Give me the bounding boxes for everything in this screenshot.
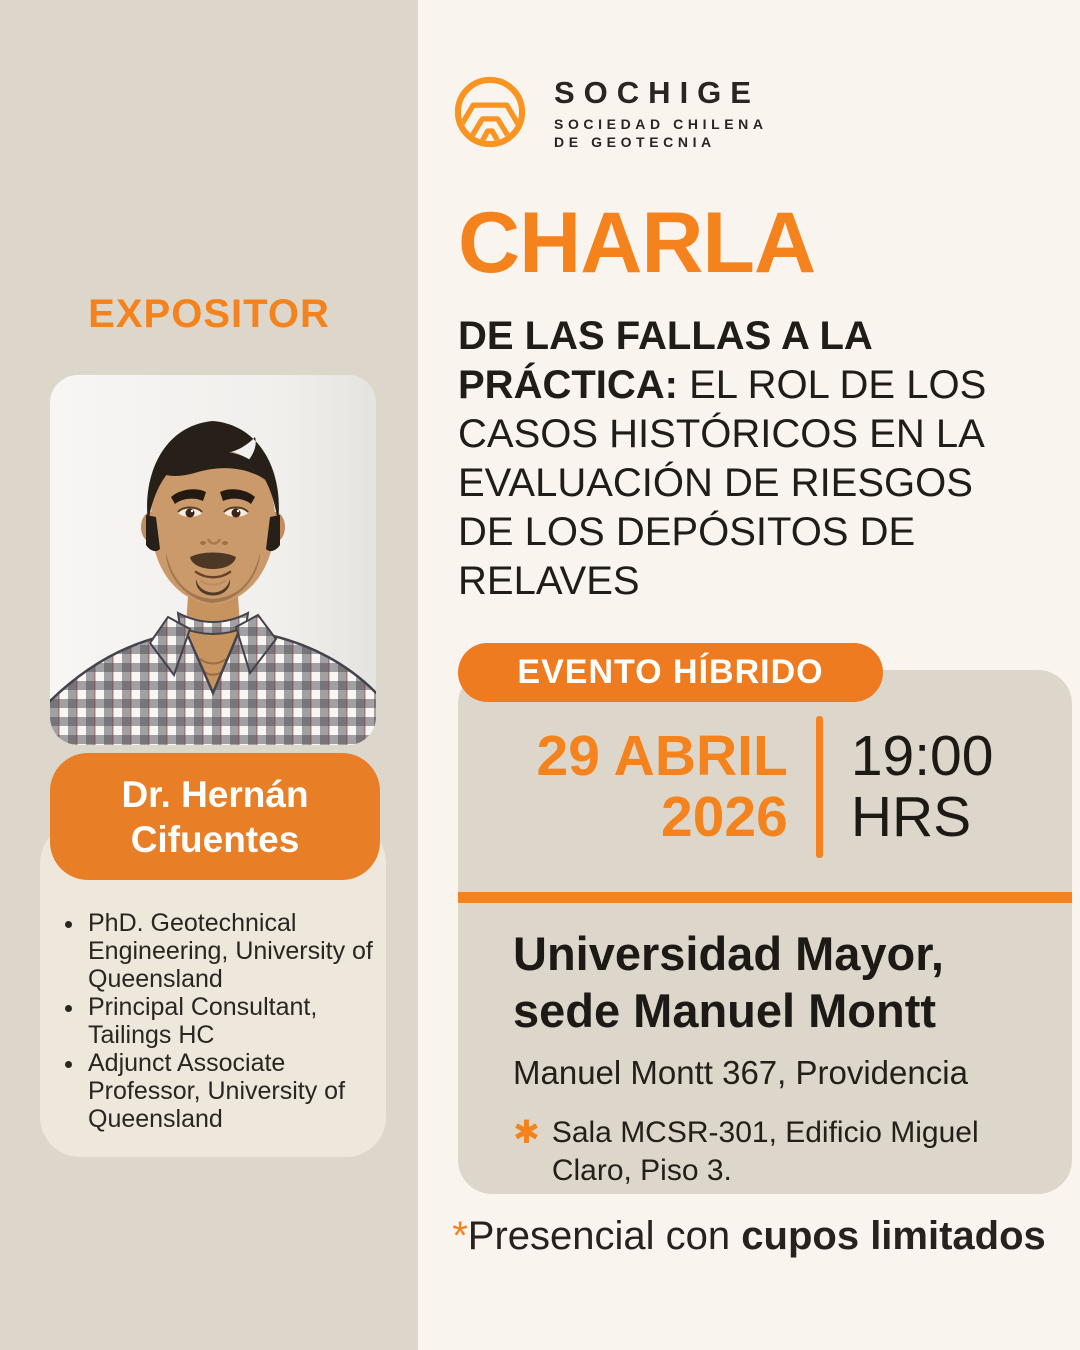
speaker-name-line2: Cifuentes bbox=[130, 818, 300, 860]
hybrid-event-badge: EVENTO HÍBRIDO bbox=[458, 643, 883, 702]
event-date bbox=[537, 726, 788, 848]
speaker-name-box bbox=[50, 753, 380, 880]
brand-text bbox=[554, 75, 768, 150]
event-kicker: CHARLA bbox=[458, 195, 816, 291]
speaker-photo bbox=[50, 375, 376, 745]
schedule-divider bbox=[816, 716, 823, 858]
event-time-unit: HRS bbox=[850, 785, 972, 849]
room-info bbox=[513, 1114, 1036, 1190]
speaker-name-line1: Dr. Hernán bbox=[121, 773, 309, 815]
brand-subtitle-line1: SOCIEDAD CHILENA bbox=[554, 115, 768, 132]
event-details-card bbox=[458, 670, 1072, 1194]
venue-name-line1: Universidad Mayor, bbox=[513, 927, 944, 980]
event-title bbox=[458, 312, 998, 606]
schedule-row bbox=[458, 680, 1072, 894]
asterisk-icon: ✱ bbox=[513, 1114, 540, 1150]
event-time bbox=[851, 726, 994, 848]
availability-note bbox=[418, 1214, 1080, 1259]
left-panel bbox=[0, 0, 418, 1350]
event-date-line1: 29 ABRIL bbox=[536, 724, 788, 788]
event-time-value: 19:00 bbox=[850, 724, 994, 788]
room-text: Sala MCSR-301, Edificio Miguel Claro, Piso 3. bbox=[551, 1116, 979, 1187]
brand-logo bbox=[448, 70, 768, 154]
brand-name: SOCHIGE bbox=[554, 74, 760, 110]
card-divider bbox=[458, 892, 1072, 903]
expositor-heading: EXPOSITOR bbox=[88, 292, 330, 336]
credential-item: • Principal Consultant, Tailings HC bbox=[86, 993, 374, 1049]
event-date-line2: 2026 bbox=[661, 785, 788, 849]
brand-subtitle-line2: DE GEOTECNIA bbox=[554, 133, 716, 150]
note-asterisk: * bbox=[452, 1214, 468, 1258]
venue-address: Manuel Montt 367, Providencia bbox=[513, 1054, 968, 1091]
note-bold-text: cupos limitados bbox=[741, 1214, 1046, 1258]
speaker-portrait-illustration bbox=[50, 375, 376, 745]
sochige-logo-mark-icon bbox=[448, 70, 532, 154]
credentials-list bbox=[86, 909, 374, 1133]
credential-item: • Adjunct Associate Professor, University of Queensland bbox=[86, 1049, 374, 1133]
credential-item: • PhD. Geotechnical Engineering, University of Queensland bbox=[86, 909, 374, 993]
event-title-rest: EL ROL DE LOS CASOS HISTÓRICOS EN LA EVALUACIÓN DE RIESGOS DE LOS DEPÓSITOS DE RELAVES bbox=[458, 363, 987, 603]
venue-block bbox=[513, 925, 1036, 1190]
event-title-bold: DE LAS FALLAS A LA PRÁCTICA: bbox=[458, 314, 872, 407]
venue-name-line2: sede Manuel Montt bbox=[513, 984, 937, 1037]
note-regular-text: Presencial con bbox=[467, 1214, 742, 1258]
venue-name bbox=[513, 925, 1036, 1039]
